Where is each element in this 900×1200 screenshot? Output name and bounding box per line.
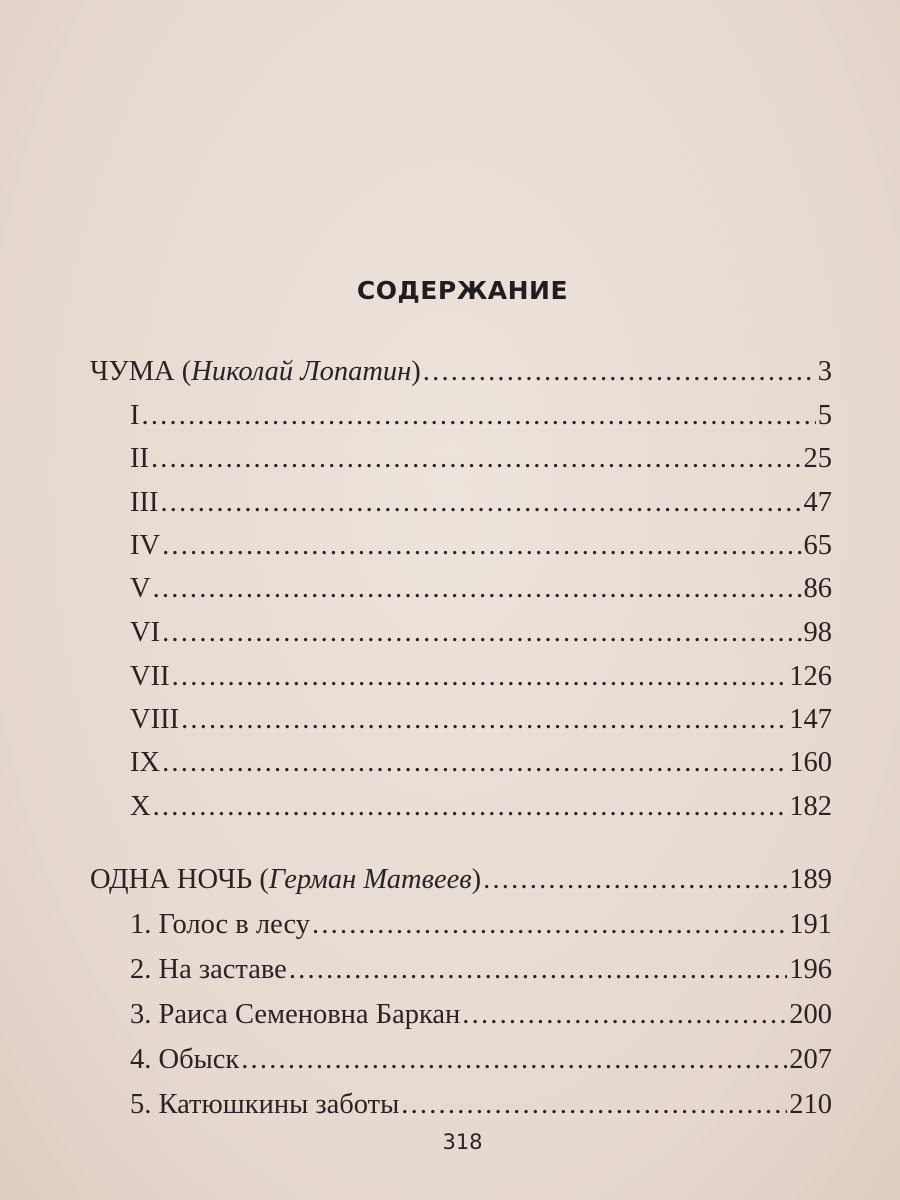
- page-ref: 200: [789, 999, 832, 1030]
- page-ref: 47: [803, 487, 832, 518]
- dot-leader: [241, 1042, 787, 1078]
- chapter-label: VII: [130, 661, 170, 692]
- chapter-label: IV: [130, 530, 161, 561]
- dot-leader: [153, 789, 788, 825]
- toc-chapter-entry: [130, 528, 832, 564]
- page-ref: 191: [789, 909, 832, 940]
- toc-chapter-entry: [130, 441, 832, 477]
- dot-leader: [142, 398, 816, 434]
- dot-leader: [483, 862, 787, 898]
- section-title: ЧУМА: [90, 356, 175, 387]
- page-ref: 98: [803, 617, 832, 648]
- toc-chapter-entry: [130, 702, 832, 738]
- page-ref: 25: [803, 443, 832, 474]
- page-ref: 65: [803, 530, 832, 561]
- chapter-label: 3. Раиса Семеновна Баркан: [130, 999, 461, 1030]
- section-title: ОДНА НОЧЬ: [90, 864, 253, 895]
- dot-leader: [162, 615, 801, 651]
- page-ref: 210: [789, 1089, 832, 1120]
- dot-leader: [153, 571, 802, 607]
- toc-chapter-entry: [130, 907, 832, 943]
- toc-chapter-entry: [130, 659, 832, 695]
- dot-leader: [162, 745, 787, 781]
- chapter-label: X: [130, 791, 151, 822]
- page-number: 318: [442, 1130, 483, 1154]
- dot-leader: [162, 528, 801, 564]
- chapter-label: 4. Обыск: [130, 1044, 240, 1075]
- chapter-label: III: [130, 487, 159, 518]
- chapter-label: 1. Голос в лесу: [130, 909, 310, 940]
- section-label: ЧУМА (Николай Лопатин): [90, 356, 421, 387]
- chapter-label: 2. На заставе: [130, 954, 287, 985]
- section-author: Герман Матвеев: [268, 864, 472, 895]
- chapter-label: VI: [130, 617, 161, 648]
- page-ref: 126: [789, 661, 832, 692]
- chapter-label: VIII: [130, 704, 180, 735]
- page-ref: 196: [789, 954, 832, 985]
- chapter-label: IX: [130, 747, 161, 778]
- toc-chapter-entry: [130, 398, 832, 434]
- dot-leader: [312, 907, 787, 943]
- toc-chapter-entry: [130, 485, 832, 521]
- page-ref: 182: [789, 791, 832, 822]
- page-ref: 5: [817, 400, 832, 431]
- toc-chapter-entry: [130, 952, 832, 988]
- page-title: СОДЕРЖАНИЕ: [356, 276, 569, 305]
- chapter-label: I: [130, 400, 140, 431]
- section-label: ОДНА НОЧЬ (Герман Матвеев): [90, 864, 482, 895]
- section-author: Николай Лопатин: [191, 356, 412, 387]
- toc-section-entry: [90, 862, 832, 898]
- toc-chapter-entry: [130, 615, 832, 651]
- dot-leader: [289, 952, 787, 988]
- page-ref: 160: [789, 747, 832, 778]
- chapter-label: V: [130, 573, 151, 604]
- dot-leader: [401, 1087, 787, 1123]
- dot-leader: [462, 997, 787, 1033]
- dot-leader: [160, 485, 801, 521]
- page-ref: 3: [817, 356, 832, 387]
- toc-chapter-entry: [130, 789, 832, 825]
- toc-chapter-entry: [130, 745, 832, 781]
- page-ref: 189: [789, 864, 832, 895]
- chapter-label: 5. Катюшкины заботы: [130, 1089, 400, 1120]
- chapter-label: II: [130, 443, 149, 474]
- dot-leader: [151, 441, 802, 477]
- toc-chapter-entry: [130, 997, 832, 1033]
- toc-section-entry: [90, 354, 832, 390]
- page-ref: 207: [789, 1044, 832, 1075]
- dot-leader: [423, 354, 816, 390]
- dot-leader: [172, 659, 788, 695]
- toc-chapter-entry: [130, 571, 832, 607]
- page-ref: 147: [789, 704, 832, 735]
- dot-leader: [181, 702, 787, 738]
- toc-chapter-entry: [130, 1042, 832, 1078]
- page-ref: 86: [803, 573, 832, 604]
- toc-chapter-entry: [130, 1087, 832, 1123]
